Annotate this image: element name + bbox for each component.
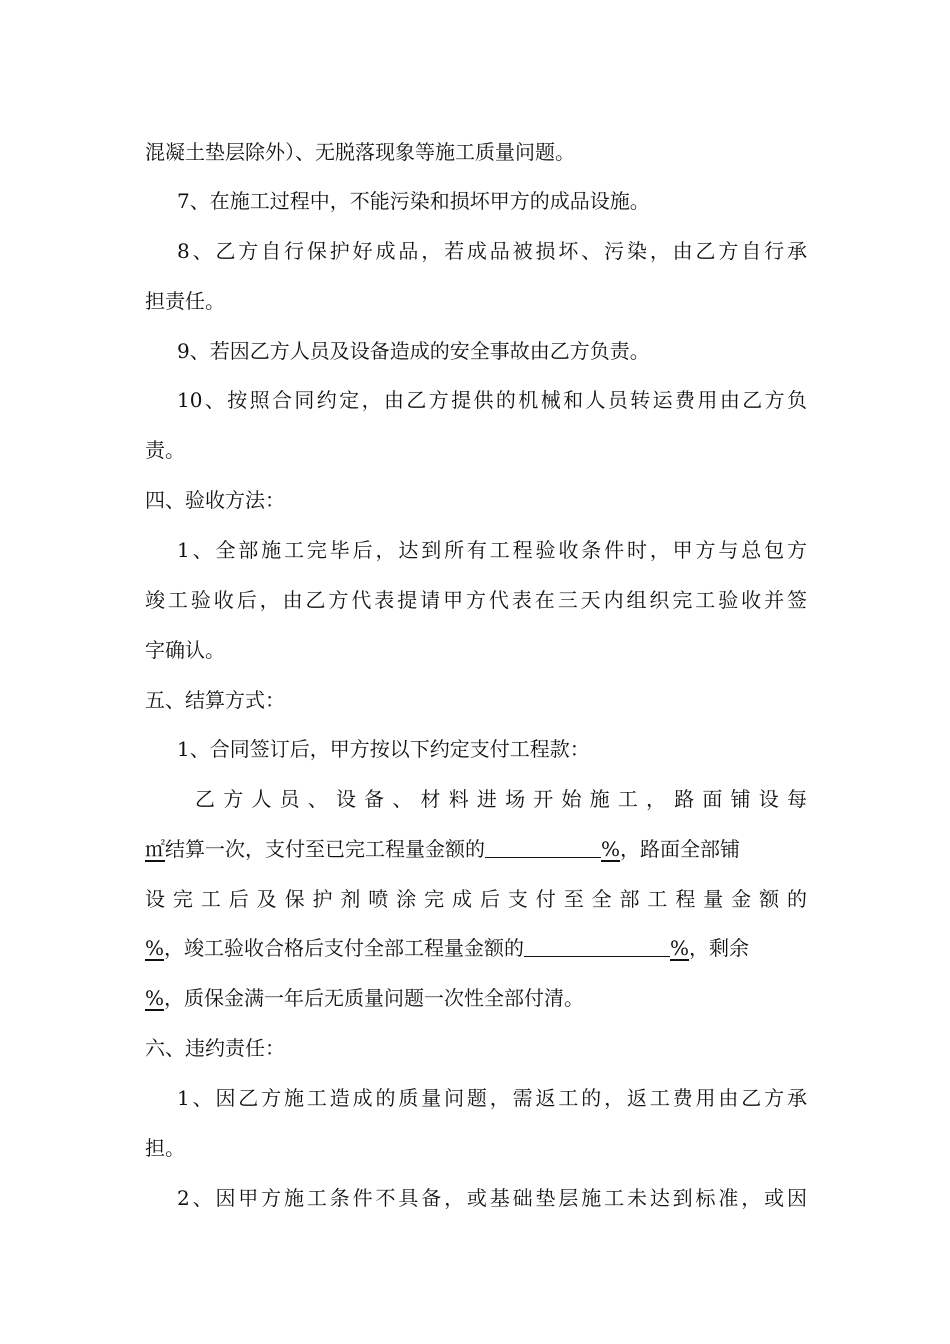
settlement-terms-line-3: 设完工后及保护剂喷涂完成后支付至全部工程量金额的 [145,887,807,911]
percent-sign: % [145,936,165,960]
percent-sign: % [601,837,621,861]
clause-8-cont: 担责任。 [145,289,225,313]
section-heading-settlement: 五、结算方式： [145,688,285,712]
settlement-clause-1: 1、合同签订后，甲方按以下约定支付工程款： [177,737,590,761]
clause-7: 7、在施工过程中，不能污染和损坏甲方的成品设施。 [177,189,650,213]
settlement-terms-line-4 [145,934,807,962]
blank-field[interactable] [485,837,601,858]
percent-sign: % [670,936,690,960]
clause-10: 10、按照合同约定，由乙方提供的机械和人员转运费用由乙方负 [177,388,807,412]
settlement-terms-line-1: 乙方人员、设备、材料进场开始施工，路面铺设每 [195,787,807,811]
section-heading-liability: 六、违约责任： [145,1036,285,1060]
clause-10-cont: 责。 [145,438,185,462]
settlement-text: ，质保金满一年后无质量问题一次性全部付清。 [164,986,585,1010]
liability-clause-1: 1、因乙方施工造成的质量问题，需返工的，返工费用由乙方承 [177,1086,807,1110]
acceptance-clause-1-end: 字确认。 [145,638,225,662]
settlement-text: ，路面全部铺 [620,837,741,861]
paragraph-line: 混凝土垫层除外）、无脱落现象等施工质量问题。 [145,140,575,164]
clause-8: 8、乙方自行保护好成品，若成品被损坏、污染，由乙方自行承 [177,239,807,263]
clause-9: 9、若因乙方人员及设备造成的安全事故由乙方负责。 [177,339,650,363]
acceptance-clause-1-cont: 竣工验收后，由乙方代表提请甲方代表在三天内组织完工验收并签 [145,588,807,612]
square-meter-unit: ㎡ [145,837,165,861]
liability-clause-1-cont: 担。 [145,1136,185,1160]
section-heading-acceptance: 四、验收方法： [145,488,285,512]
blank-field[interactable] [524,936,670,957]
settlement-text: 结算一次，支付至已完工程量金额的 [165,837,485,861]
percent-sign: % [145,986,165,1010]
settlement-terms-line-2 [145,835,807,863]
acceptance-clause-1: 1、全部施工完毕后，达到所有工程验收条件时，甲方与总包方 [177,538,807,562]
settlement-text: ，剩余 [689,936,750,960]
liability-clause-2: 2、因甲方施工条件不具备，或基础垫层施工未达到标准，或因 [177,1186,807,1210]
settlement-terms-line-5 [145,984,807,1012]
settlement-text: ，竣工验收合格后支付全部工程量金额的 [164,936,525,960]
